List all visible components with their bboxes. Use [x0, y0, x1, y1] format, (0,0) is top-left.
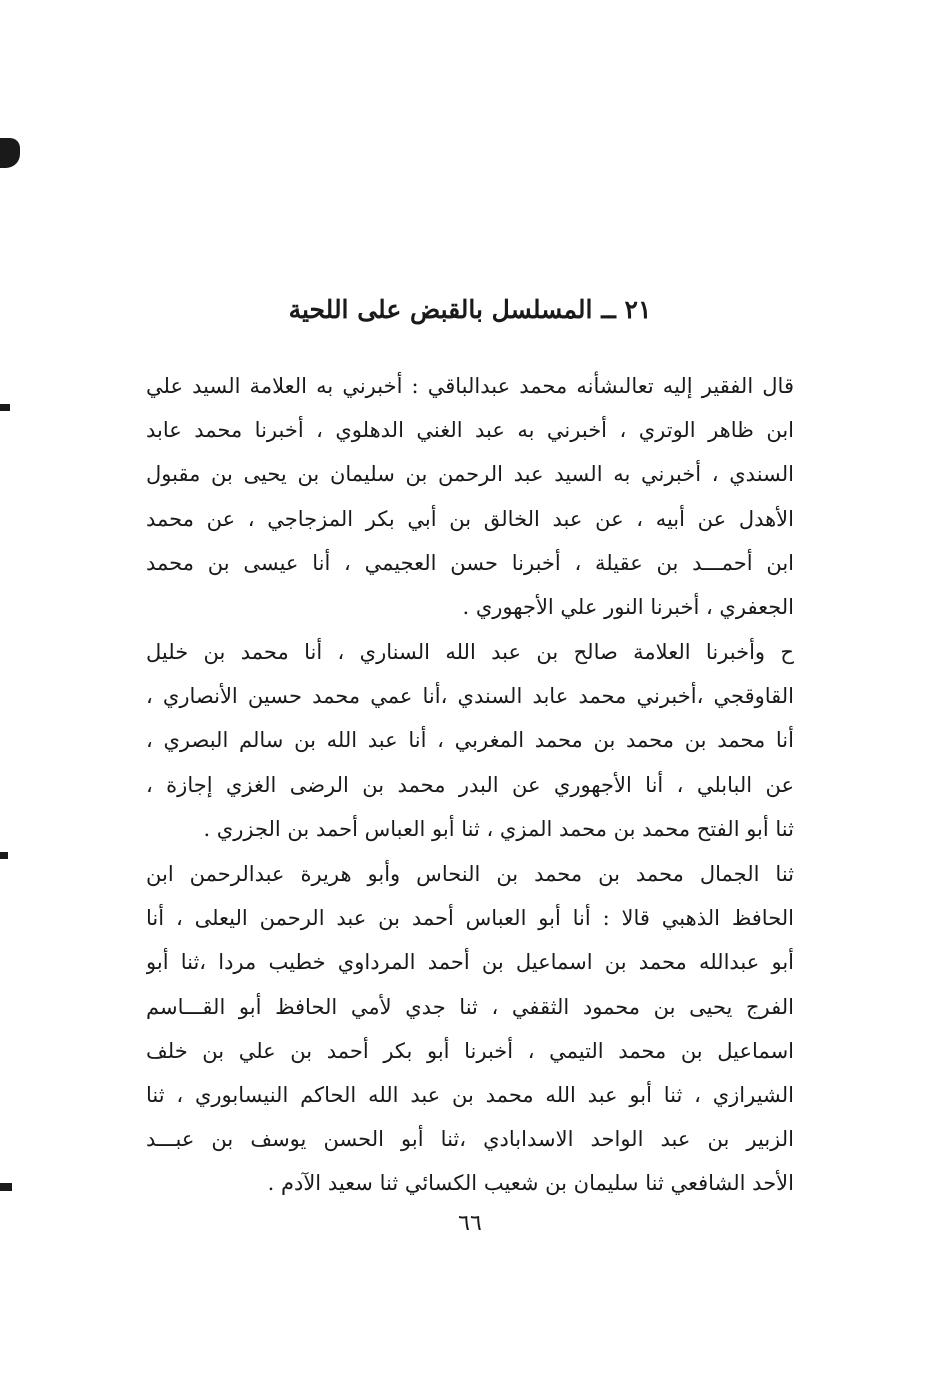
text-line: ثنا أبو الفتح محمد بن محمد المزي ، ثنا أبو العباس أحمد بن الجزري . [203, 816, 794, 841]
scan-edge-mark [0, 138, 20, 168]
text-line: الجعفري ، أخبرنا النور علي الأجهوري . [462, 595, 794, 620]
text-line: الأحد الشافعي ثنا سليمان بن شعيب الكسائي ثنا سعيد الآدم . [267, 1171, 794, 1196]
paragraph-1 [146, 364, 794, 629]
paragraph-3 [146, 852, 794, 1206]
scan-edge-mark [0, 404, 10, 411]
paragraph-2 [146, 630, 794, 851]
text-line: عن البابلي ، أنا الأجهوري عن البدر محمد بن الرضى الغزي إجازة ، [146, 772, 794, 797]
text-line: ابن ظاهر الوتري ، أخبرني به عبد الغني الدهلوي ، أخبرنا محمد عابد [146, 418, 794, 443]
text-line: اسماعيل بن محمد التيمي ، أخبرنا أبو بكر أحمد بن علي بن خلف [146, 1038, 794, 1063]
scan-edge-mark [0, 1183, 12, 1191]
text-line: ح وأخبرنا العلامة صالح بن عبد الله السناري ، أنا محمد بن خليل [146, 640, 794, 664]
text-line: القاوقجي ،أخبرني محمد عابد السندي ،أنا عمي محمد حسين الأنصاري ، [146, 684, 794, 709]
text-line: أنا محمد بن محمد بن محمد المغربي ، أنا عبد الله بن سالم البصري ، [146, 728, 794, 753]
page-number: ٦٦ [458, 1211, 482, 1236]
scan-edge-mark [0, 852, 8, 859]
text-line: ابن أحمـــد بن عقيلة ، أخبرنا حسن العجيمي ، أنا عيسى بن محمد [146, 550, 794, 575]
text-line: الأهدل عن أبيه ، عن عبد الخالق بن أبي بكر المزجاجي ، عن محمد [146, 506, 794, 531]
text-line: السندي ، أخبرني به السيد عبد الرحمن بن سليمان بن يحيى بن مقبول [146, 462, 794, 487]
text-line: أبو عبدالله محمد بن اسماعيل بن أحمد المرداوي خطيب مردا ،ثنا أبو [146, 950, 794, 975]
text-line: الشيرازي ، ثنا أبو عبد الله محمد بن عبد الله الحاكم النيسابوري ، ثنا [146, 1083, 794, 1108]
text-line: قال الفقير إليه تعالىشأنه محمد عبدالباقي : أخبرني به العلامة السيد علي [146, 374, 794, 398]
text-line: ثنا الجمال محمد بن محمد بن النحاس وأبو هريرة عبدالرحمن ابن [146, 862, 794, 886]
text-line: الزبير بن عبد الواحد الاسدابادي ،ثنا أبو الحسن يوسف بن عبـــد [146, 1127, 794, 1152]
text-line: الفرج يحيى بن محمود الثقفي ، ثنا جدي لأمي الحافظ أبو القـــاسم [146, 994, 794, 1019]
text-line: الحافظ الذهبي قالا : أنا أبو العباس أحمد بن عبد الرحمن اليعلى ، أنا [146, 906, 794, 931]
section-title: ٢١ ــ المسلسل بالقبض على اللحية [288, 295, 652, 324]
